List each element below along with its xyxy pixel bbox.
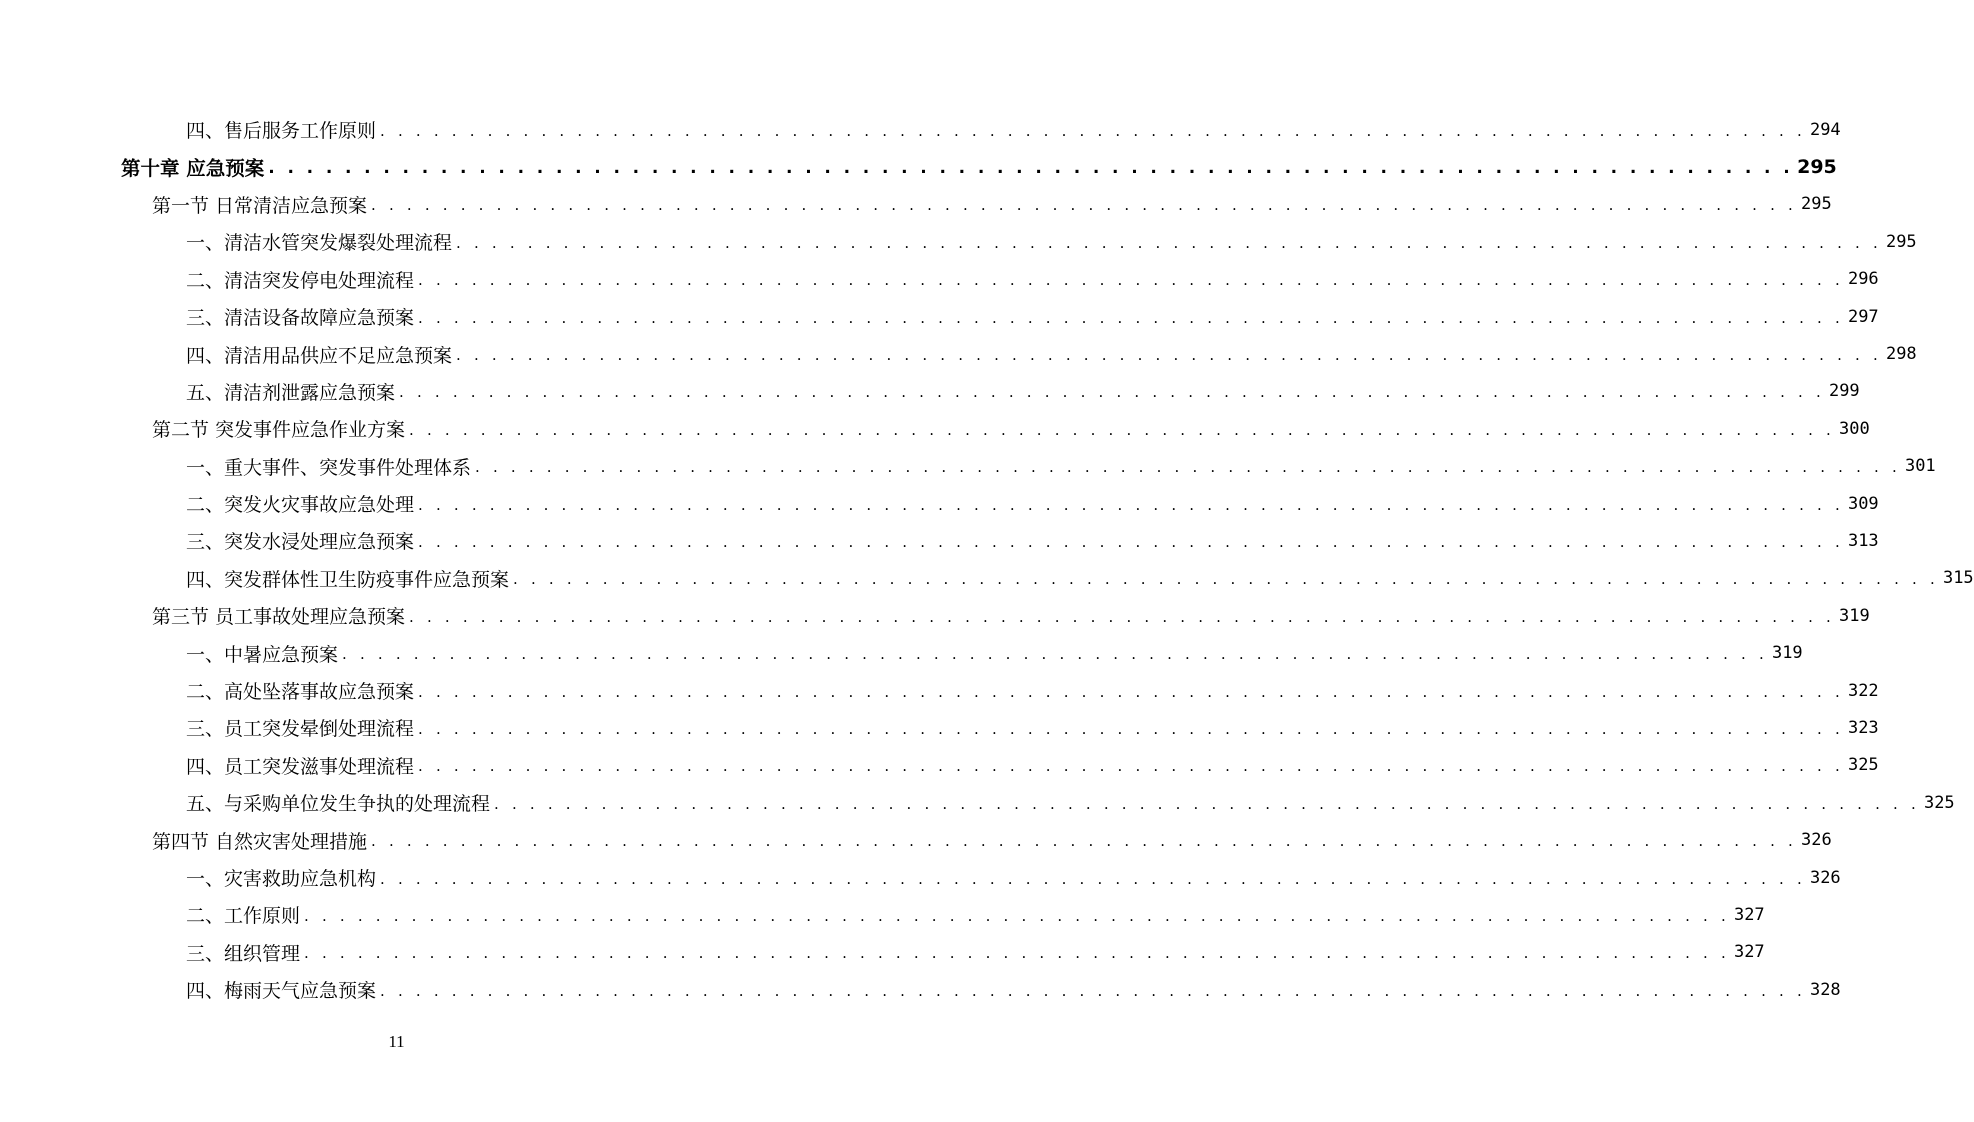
toc-subsection-entry[interactable] <box>0 896 1765 933</box>
dot-leader: . . . . . . . . . . . . . . . . . . . . . . . . . . . . . . . . . . . . . . . . . . . . . . . . . . . . . . . . . . . . . . . . . . . . . . . . . . . . . . . . <box>418 271 1844 290</box>
toc-entry-page: 309 <box>1847 493 1879 514</box>
toc-subsection-entry[interactable] <box>0 709 1879 746</box>
dot-leader: . . . . . . . . . . . . . . . . . . . . . . . . . . . . . . . . . . . . . . . . . . . . . . . . . . . . . . . . . . . . . . . . . . . . . . . . . . . . . . . . <box>494 794 1920 813</box>
toc-entry-page: 295 <box>1885 231 1917 252</box>
toc-entry-label: 三、突发水浸处理应急预案 <box>186 531 415 554</box>
toc-entry-label: 四、员工突发滋事处理流程 <box>186 755 415 778</box>
dot-leader: . . . . . . . . . . . . . . . . . . . . . . . . . . . . . . . . . . . . . . . . . . . . . . . . . . . . . . . . . . . . . . . . . . . . . . . . . . . . . . . . <box>380 121 1806 140</box>
dot-leader: . . . . . . . . . . . . . . . . . . . . . . . . . . . . . . . . . . . . . . . . . . . . . . . . . . . . . . . . . . . . . . . . . . . . . . . . . . . . . . . . <box>409 607 1835 626</box>
toc-subsection-entry[interactable] <box>0 261 1879 298</box>
dot-leader: . . . . . . . . . . . . . . . . . . . . . . . . . . . . . . . . . . . . . . . . . . . . . . . . . . . . . . . . . . . . . . . . . . . . . . . . . . . . . . . . <box>304 944 1730 963</box>
toc-entry-label: 二、工作原则 <box>186 905 301 928</box>
toc-entry-page: 298 <box>1885 344 1917 365</box>
toc-entry-page: 295 <box>1800 194 1832 215</box>
dot-leader: . . . . . . . . . . . . . . . . . . . . . . . . . . . . . . . . . . . . . . . . . . . . . . . . . . . . . . . . . . . . . . . . . . . . . . . . . . . . . . . . <box>371 832 1797 851</box>
toc-subsection-entry[interactable] <box>0 223 1917 260</box>
dot-leader: . . . . . . . . . . . . . . . . . . . . . . . . . . . . . . . . . . . . . . . . . . . . . . . . . . . . . . . . . . . . . . . . . . . . . . . . . . . . . . . . <box>456 346 1882 365</box>
toc-entry-page: 301 <box>1904 456 1936 477</box>
toc-entry-label: 二、高处坠落事故应急预案 <box>186 681 415 704</box>
dot-leader: . . . . . . . . . . . . . . . . . . . . . . . . . . . . . . . . . . . . . . . . . . . . . . . . . . . . . . . . . . . . . . . . . . . . . . . . . . . . . . . . <box>409 420 1835 439</box>
toc-entry-page: 296 <box>1847 269 1879 290</box>
toc-subsection-entry[interactable] <box>0 522 1879 559</box>
toc-entry-label: 第十章 应急预案 <box>121 157 265 181</box>
toc-entry-label: 三、清洁设备故障应急预案 <box>186 307 415 330</box>
toc-entry-page: 327 <box>1733 942 1765 963</box>
toc-entry-page: 295 <box>1797 156 1837 179</box>
toc-entry-page: 326 <box>1800 830 1832 851</box>
toc-subsection-entry[interactable] <box>0 560 1974 597</box>
toc-entry-label: 四、梅雨天气应急预案 <box>186 980 377 1003</box>
dot-leader: . . . . . . . . . . . . . . . . . . . . . . . . . . . . . . . . . . . . . . . . . . . . . . . . . . . . . . . . . . . . . . . . . . . . . . . . . . . . . . . . <box>380 981 1806 1000</box>
toc-entry-label: 三、员工突发晕倒处理流程 <box>186 718 415 741</box>
toc-section-entry[interactable] <box>0 186 1832 223</box>
toc-entry-label: 二、突发火灾事故应急处理 <box>186 494 415 517</box>
toc-subsection-entry[interactable] <box>0 747 1879 784</box>
toc-subsection-entry[interactable] <box>0 335 1917 372</box>
toc-subsection-entry[interactable] <box>0 784 1955 821</box>
toc-entry-label: 四、售后服务工作原则 <box>186 120 377 143</box>
toc-subsection-entry[interactable] <box>0 485 1879 522</box>
toc-entry-label: 二、清洁突发停电处理流程 <box>186 269 415 292</box>
toc-entry-page: 323 <box>1847 717 1879 738</box>
toc-entry-label: 四、突发群体性卫生防疫事件应急预案 <box>186 568 510 591</box>
toc-subsection-entry[interactable] <box>0 298 1879 335</box>
toc-section-entry[interactable] <box>0 597 1870 634</box>
dot-leader: . . . . . . . . . . . . . . . . . . . . . . . . . . . . . . . . . . . . . . . . . . . . . . . . . . . . . . . . . . . . . . . . . . . . . . . . . . . . . . . . <box>418 495 1844 514</box>
dot-leader: . . . . . . . . . . . . . . . . . . . . . . . . . . . . . . . . . . . . . . . . . . . . . . . . . . . . . . . . . . . . . . . . . . . . . . . . . . . . . . . . <box>513 570 1939 589</box>
toc-entry-page: 326 <box>1809 867 1841 888</box>
toc-subsection-entry[interactable] <box>0 859 1841 896</box>
toc-subsection-entry[interactable] <box>0 448 1936 485</box>
dot-leader: . . . . . . . . . . . . . . . . . . . . . . . . . . . . . . . . . . . . . . . . . . . . . . . . . . . . . . . . . . . . . . . . . . . . . . . . . . . . . . . . <box>399 383 1825 402</box>
dot-leader: . . . . . . . . . . . . . . . . . . . . . . . . . . . . . . . . . . . . . . . . . . . . . . . . . . . . . . . . . . . . . . . . . . . . . . . . . . . . . . . . <box>380 869 1806 888</box>
toc-entry-label: 第二节 突发事件应急作业方案 <box>152 419 406 442</box>
toc-entry-label: 一、重大事件、突发事件处理体系 <box>186 456 472 479</box>
toc-entry-label: 四、清洁用品供应不足应急预案 <box>186 344 453 367</box>
toc-entry-label: 五、与采购单位发生争执的处理流程 <box>186 793 491 816</box>
toc-entry-page: 299 <box>1828 381 1860 402</box>
toc-chapter-entry[interactable] <box>0 148 1837 185</box>
toc-entry-label: 三、组织管理 <box>186 942 301 965</box>
dot-leader: . . . . . . . . . . . . . . . . . . . . . . . . . . . . . . . . . . . . . . . . . . . . . . . . . . . . . . . . . . . . . . . . . . . . . . . . . . . . . . . . <box>371 196 1797 215</box>
dot-leader: . . . . . . . . . . . . . . . . . . . . . . . . . . . . . . . . . . . . . . . . . . . . . . . . . . . . . . . . . . . . . . . . . . . . . . . . . . . . . . . . <box>456 233 1882 252</box>
toc-entry-page: 297 <box>1847 306 1879 327</box>
toc-entry-page: 322 <box>1847 680 1879 701</box>
dot-leader: . . . . . . . . . . . . . . . . . . . . . . . . . . . . . . . . . . . . . . . . . . . . . . . . . . . . . . . . . . . . . . . . . . . . . . . . . . . . . . . . <box>342 645 1768 664</box>
toc-entry-page: 319 <box>1838 605 1870 626</box>
toc-entry-page: 325 <box>1847 755 1879 776</box>
toc-section-entry[interactable] <box>0 821 1832 858</box>
toc-section-entry[interactable] <box>0 410 1870 447</box>
toc-entry-label: 五、清洁剂泄露应急预案 <box>186 381 396 404</box>
toc-entry-label: 第一节 日常清洁应急预案 <box>152 194 368 217</box>
dot-leader: . . . . . . . . . . . . . . . . . . . . . . . . . . . . . . . . . . . . . . . . . . . . . . . . . . . . . . . . . . . . . . . . . . . . . . . . . . . . . . . . <box>418 719 1844 738</box>
toc-entry-label: 一、中暑应急预案 <box>186 643 339 666</box>
toc-entry-label: 一、灾害救助应急机构 <box>186 868 377 890</box>
toc-subsection-entry[interactable] <box>0 971 1841 1008</box>
toc-subsection-entry[interactable] <box>0 111 1841 148</box>
toc-entry-page: 300 <box>1838 418 1870 439</box>
toc-entry-page: 319 <box>1771 643 1803 664</box>
toc-entry-label: 一、清洁水管突发爆裂处理流程 <box>186 232 453 255</box>
toc-entry-page: 315 <box>1942 568 1974 589</box>
toc-subsection-entry[interactable] <box>0 373 1860 410</box>
toc-entry-label: 第三节 员工事故处理应急预案 <box>152 606 406 629</box>
toc-entry-label: 第四节 自然灾害处理措施 <box>152 830 368 853</box>
dot-leader: . . . . . . . . . . . . . . . . . . . . . . . . . . . . . . . . . . . . . . . . . . . . . . . . . . . . . . . . . . . . . . . . . . . . . . . . . . . . . . . . <box>418 682 1844 701</box>
toc-entry-page: 313 <box>1847 530 1879 551</box>
dot-leader: . . . . . . . . . . . . . . . . . . . . . . . . . . . . . . . . . . . . . . . . . . . . . . . . . . . . . . . . . . . . . . . . . . . . . . . . . . . . . . . . <box>418 308 1844 327</box>
table-of-contents <box>0 111 1974 1008</box>
toc-subsection-entry[interactable] <box>0 634 1803 671</box>
toc-subsection-entry[interactable] <box>0 672 1879 709</box>
dot-leader: . . . . . . . . . . . . . . . . . . . . . . . . . . . . . . . . . . . . . . . . . . . . . . . . . . . . . . . . . . . . . . . . . . . . . . . . . . . . . . . . <box>268 158 1794 179</box>
toc-entry-page: 327 <box>1733 904 1765 925</box>
dot-leader: . . . . . . . . . . . . . . . . . . . . . . . . . . . . . . . . . . . . . . . . . . . . . . . . . . . . . . . . . . . . . . . . . . . . . . . . . . . . . . . . <box>304 906 1730 925</box>
toc-subsection-entry[interactable] <box>0 934 1765 971</box>
toc-entry-page: 294 <box>1809 119 1841 140</box>
dot-leader: . . . . . . . . . . . . . . . . . . . . . . . . . . . . . . . . . . . . . . . . . . . . . . . . . . . . . . . . . . . . . . . . . . . . . . . . . . . . . . . . <box>418 757 1844 776</box>
dot-leader: . . . . . . . . . . . . . . . . . . . . . . . . . . . . . . . . . . . . . . . . . . . . . . . . . . . . . . . . . . . . . . . . . . . . . . . . . . . . . . . . <box>475 458 1901 477</box>
toc-entry-page: 325 <box>1923 792 1955 813</box>
dot-leader: . . . . . . . . . . . . . . . . . . . . . . . . . . . . . . . . . . . . . . . . . . . . . . . . . . . . . . . . . . . . . . . . . . . . . . . . . . . . . . . . <box>418 532 1844 551</box>
page-number: 11 <box>388 1032 405 1051</box>
toc-entry-page: 328 <box>1809 979 1841 1000</box>
